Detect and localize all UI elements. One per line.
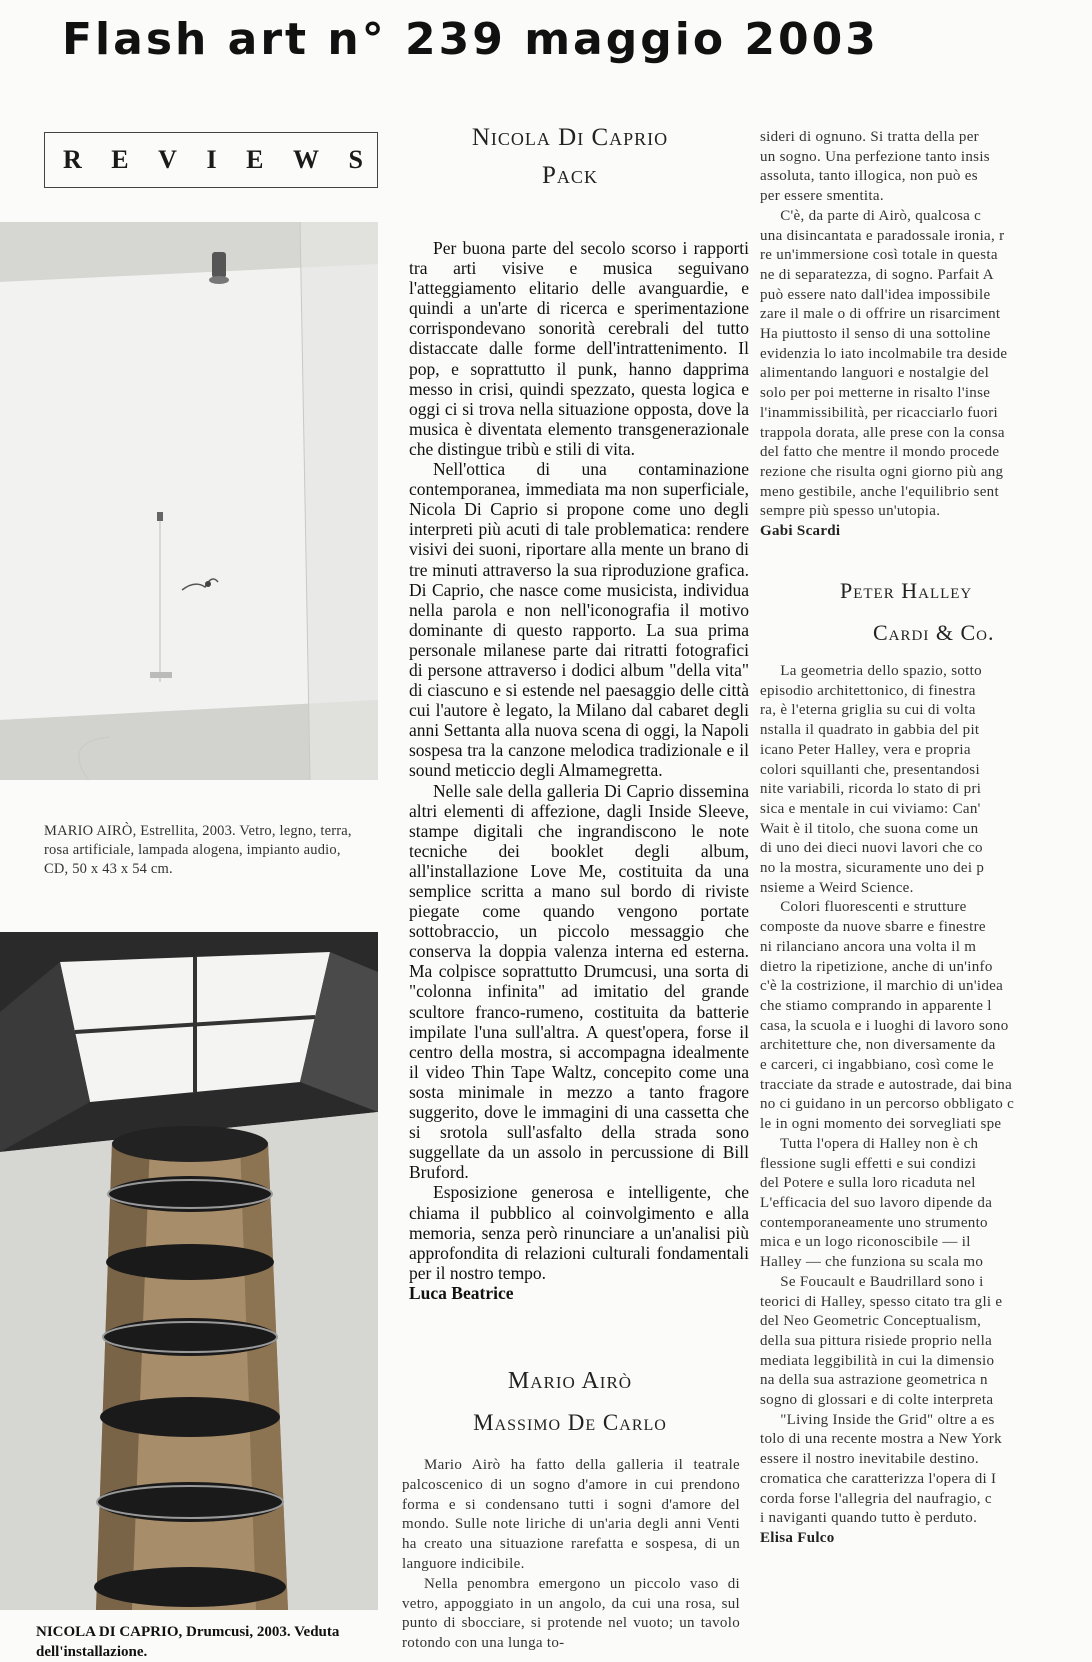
section-letter: R	[63, 145, 82, 174]
text-line: Se Foucault e Baudrillard sono i	[760, 1273, 984, 1290]
text-line: re un'immersione così totale in questa	[760, 247, 998, 264]
text-line: La geometria dello spazio, sotto	[760, 663, 982, 679]
text-line: composte da nuove sbarre e finestre	[760, 919, 986, 936]
review-venue-title: Cardi & Co.	[873, 620, 995, 645]
text-line: del Neo Geometric Conceptualism,	[760, 1313, 982, 1330]
text-line: cromatica che caratterizza l'opera di I	[760, 1470, 997, 1487]
text-line: meno gestibile, anche l'equilibrio sent	[760, 483, 999, 500]
text-line: rezione che risulta ogni giorno più ang	[760, 463, 1004, 480]
review-paragraph: Per buona parte del secolo scorso i rapporti tra arti visive e musica seguivano l'atteggiamento elitario delle avanguardie, e quindi a un'arte di ricerca e sperimentazione corrispondevano sonorità cerebrali del tutto distaccate dalle forme dell'intrattenimento. Il pop, e soprattutto il punk, hanno dapprima messo in crisi, quindi spezzato, questa logica e oggi ci si trova nella situazione opposta, dove la musica è diventata elemento transgenerazionale che distingue tribù e stili di vita.	[409, 238, 749, 459]
text-line: c'è la costrizione, il marchio di un'idea	[760, 978, 1004, 995]
text-line: essere il nostro inevitabile destino.	[760, 1451, 979, 1468]
text-line: ra, è l'eterna griglia su cui di volta	[760, 702, 976, 719]
photo-caption-drumcusi: NICOLA DI CAPRIO, Drumcusi, 2003. Veduta dell'installazione.	[36, 1624, 340, 1660]
text-line: del fatto che mentre il mondo procede	[760, 444, 1000, 461]
text-line: una disincantata e paradossale ironia, r	[760, 227, 1005, 244]
section-header-reviews	[44, 132, 378, 188]
text-line: mica e un logo riconoscibile — il	[760, 1234, 971, 1251]
text-line: solo per poi metterne in risalto l'inse	[760, 385, 991, 402]
text-line: icano Peter Halley, vera e propria	[760, 741, 971, 758]
text-line: Wait è il titolo, che suona come un	[760, 820, 979, 837]
text-line: nite variabili, ricorda lo stato di pri	[760, 781, 982, 798]
section-letter: W	[292, 145, 319, 174]
section-letter: E	[111, 145, 129, 174]
text-line: sica e mentale in cui viviamo: Can'	[760, 800, 981, 817]
text-line: per essere smentita.	[760, 188, 884, 205]
review-paragraph: Nell'ottica di una contaminazione contemporanea, immediata ma non superficiale, Nicola Di Caprio si propone come uno degli interpreti più acuti di tale problematica: rendere visivi dei suoni, riportare alla mente un brano di tre minuti attraverso la sua riproduzione grafica. Di Caprio, che nasce come musicista, individua nella parola e non nell'iconografia il motivo dominante di questo rapporto. La sua prima personale milanese parte dai ritratti fotografici di persone attraverso i dodici album "della vita" di ciascuno e si estende nel paesaggio delle città cui l'autore è legato, la Milano dal cabaret degli anni Settanta alla nuova scena di oggi, la Napoli sospesa tra la canzone melodica tradizionale e il sound meticcio degli Almamegretta.	[409, 459, 749, 781]
text-line: i naviganti quando tutto è perduto.	[760, 1510, 978, 1527]
text-line: no ci guidano in un percorso obbligato c	[760, 1096, 1015, 1113]
text-line: tolo di una recente mostra a New York	[760, 1431, 1002, 1448]
text-line: alimentando languori e nostalgie del	[760, 365, 990, 382]
text-line: e carceri, ci ingabbiano, così come le	[760, 1057, 994, 1074]
review-venue-title: Massimo De Carlo	[473, 1410, 667, 1435]
text-line: può essere nato dall'idea impossibile	[760, 286, 991, 303]
text-line: nsieme a Weird Science.	[760, 879, 914, 896]
text-line: colori squillanti che, presentandosi	[760, 761, 980, 778]
text-line: dietro la ripetizione, anche di un'info	[760, 958, 993, 975]
review-paragraph: Nelle sale della galleria Di Caprio dissemina altri elementi di affezione, dagli Inside Sleeve, stampe digitali che ingrandiscono le note tecniche dei booklet degli album, all'installazione Love Me, costituita da una semplice scritta a mano sul bordo di riviste piegate come quando vengono portate sottobraccio, un piccolo messaggio che conserva la doppia valenza interna ed esterna. Ma colpisce soprattutto Drumcusi, una sorta di "colonna infinita" ad imitatio del grande scultore franco-rumeno, costituita da batterie impilate l'una sull'altra. A quest'opera, forse il centro della mostra, si accompagna idealmente il video Thin Tape Waltz, concepito come una sosta minimale in mezzo a tanto fragore suggerito, dove le immagini di una cassetta che si srotola sull'asfalto della strada sono suggellate da un assolo in percussione di Bill Bruford.	[409, 780, 749, 1183]
review-paragraph: Mario Airò ha fatto della galleria il teatrale palcoscenico di un sogno d'amore in cui prendono forma e si condensano tutti i sogni d'amore del mondo. Sulle note liriche di un'aria degli anni Venti ha creato una situazione rarefatta e sospesa, di un languore indicibile.	[402, 1457, 740, 1572]
text-line: assoluta, tanto illogica, non può es	[760, 168, 978, 185]
text-line: C'è, da parte di Airò, qualcosa c	[760, 207, 982, 224]
text-line: sempre più spesso un'utopia.	[760, 503, 941, 520]
right-column-airo-continuation	[760, 128, 1092, 548]
review-body-airo	[402, 1456, 740, 1654]
text-line: corda forse l'allegria del naufragio, c	[760, 1490, 992, 1507]
text-line: di uno dei dieci nuovi lavori che co	[760, 840, 983, 857]
text-line: architetture che, non diversamente da	[760, 1037, 996, 1054]
text-line: sideri di ognuno. Si tratta della per	[760, 129, 979, 145]
text-line: Halley — che funziona su scala mo	[760, 1254, 984, 1271]
text-line: episodio architettonico, di finestra	[760, 682, 976, 699]
text-line: tracciate da strade e autostrade, dai bina	[760, 1076, 1013, 1093]
text-line: zare il male o di offrire un risarciment	[760, 306, 1001, 323]
review-paragraph: Esposizione generosa e intelligente, che chiama il pubblico al coinvolgimento e alla memoria, senza però rinunciare a un'analisi più approfondita di relazioni culturali fondamentali per il nostro tempo.	[409, 1182, 749, 1283]
text-line: nstalla il quadrato in gabbia del pit	[760, 722, 980, 739]
review-body-dicaprio	[409, 238, 749, 1303]
review-author: Gabi Scardi	[760, 523, 841, 540]
right-column-halley-review	[760, 662, 1092, 1652]
text-line: della sua pittura risiede proprio nella	[760, 1332, 993, 1349]
text-line: Tutta l'opera di Halley non è ch	[760, 1135, 979, 1152]
text-line: Colori fluorescenti e strutture	[760, 899, 967, 916]
text-line: casa, la scuola e i luoghi di lavoro sono	[760, 1017, 1009, 1034]
text-line: sogno di glossari e di colte interpreta	[760, 1392, 994, 1409]
text-line: che stiamo comprando in apparente l	[760, 997, 992, 1014]
text-line: ni rilanciano ancora una volta il m	[760, 938, 977, 955]
photo-caption-estrellita: MARIO AIRÒ, Estrellita, 2003. Vetro, legno, terra, rosa artificiale, lampada alogena, impianto audio, CD, 50 x 43 x 54 cm.	[44, 823, 352, 877]
section-letter: S	[348, 145, 363, 174]
text-line: flessione sugli effetti e sui condizi	[760, 1155, 977, 1172]
review-paragraph: Nella penombra emergono un piccolo vaso di vetro, appoggiato in un angolo, da cui una rosa, sul punto di sbocciare, si protende nel vuoto; un tavolo rotondo con una lunga to-	[402, 1575, 740, 1652]
review-artist-title: Nicola Di Caprio	[471, 124, 669, 151]
text-line: le in ogni momento dei sorvegliati spe	[760, 1116, 1002, 1133]
review-artist-title: Mario Airò	[507, 1368, 633, 1394]
text-line: mediata leggibilità in cui la dimensio	[760, 1352, 995, 1369]
text-line: l'inammissibilità, per ricacciarlo fuori	[760, 404, 998, 421]
text-line: ne di separatezza, di sogno. Parfait A	[760, 266, 994, 283]
review-author: Luca Beatrice	[409, 1282, 514, 1303]
section-letter: E	[246, 145, 264, 174]
text-line: trappola dorata, alle prese con la consa	[760, 424, 1005, 441]
section-letter: I	[206, 145, 217, 174]
text-line: "Living Inside the Grid" oltre a es	[760, 1411, 995, 1428]
text-line: L'efficacia del suo lavoro dipende da	[760, 1194, 993, 1211]
text-line: del Potere e sulla loro ricaduta nel	[760, 1175, 976, 1192]
review-venue-title: Pack	[542, 162, 598, 189]
text-line: un sogno. Una perfezione tanto insis	[760, 148, 990, 165]
photo-estrellita-installation	[0, 222, 378, 780]
text-line: contemporaneamente uno strumento	[760, 1214, 988, 1231]
review-author: Elisa Fulco	[760, 1529, 835, 1546]
text-line: Ha piuttosto il senso di una sottoline	[760, 326, 991, 343]
text-line: teorici di Halley, spesso citato tra gli e	[760, 1293, 1003, 1310]
section-letter: V	[158, 145, 177, 174]
text-line: evidenzia lo iato incolmabile tra deside	[760, 345, 1008, 362]
photo-drumcusi-column	[0, 932, 378, 1610]
masthead-title: Flash art n° 239 maggio 2003	[62, 14, 879, 65]
review-artist-title: Peter Halley	[840, 578, 973, 603]
text-line: na della sua astrazione geometrica n	[760, 1372, 988, 1389]
text-line: no la mostra, sicuramente uno dei p	[760, 860, 985, 877]
